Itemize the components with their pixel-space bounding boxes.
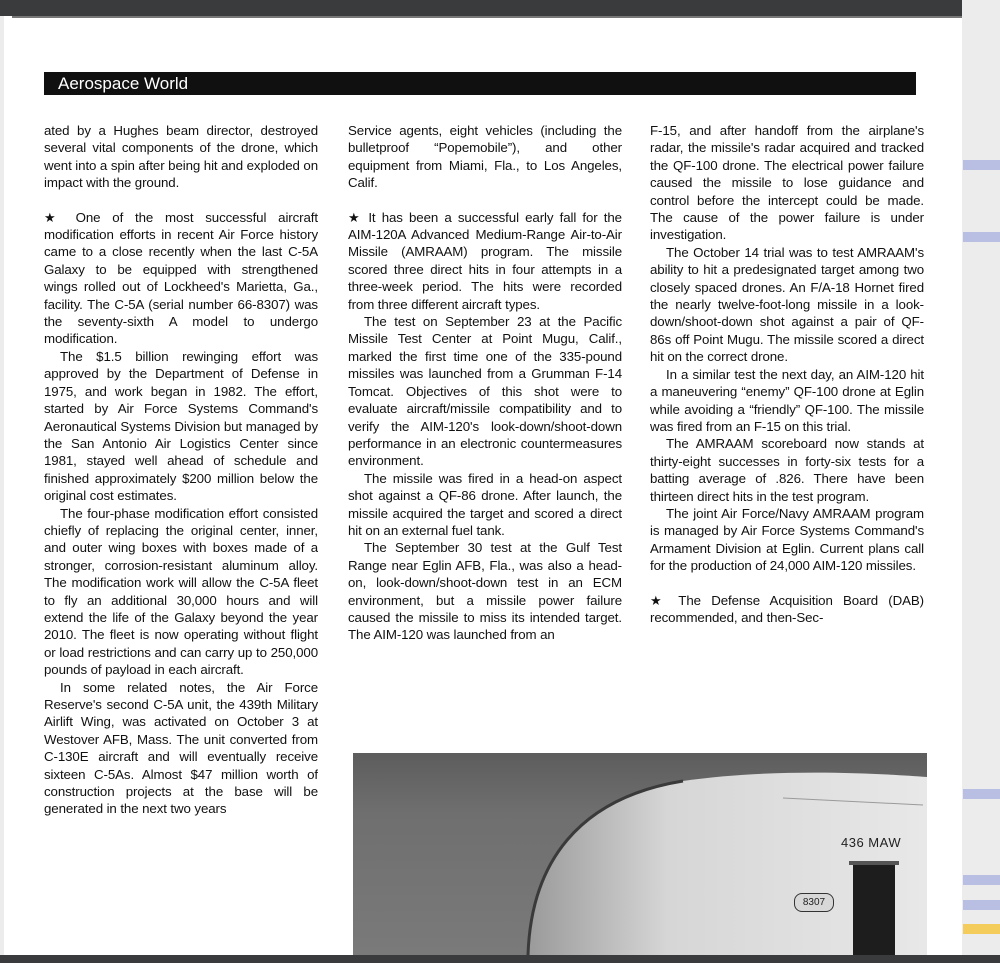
paragraph: F-15, and after handoff from the airplane's radar, the missile's radar acquired and tracked the QF-100 drone. The electrical power failure caused the missile to lose guidance and control before the intercept could be made. The cause of the power failure is under investigation. — [650, 123, 924, 243]
thumbnail-marker-active[interactable] — [963, 924, 1000, 934]
paragraph: In a similar test the next day, an AIM-120 hit a maneuvering “enemy” QF-100 drone at Eglin while avoiding a “friendly” QF-100. The missile was fired from an F-15 on this trial. — [650, 366, 924, 434]
text-column-2 — [348, 122, 622, 644]
thumbnail-marker[interactable] — [963, 875, 1000, 885]
paragraph: One of the most successful aircraft modification efforts in recent Air Force history came to a close recently when the last C-5A Galaxy to be equipped with strengthened wings rolled out of Lockheed's Marietta, Ga., facility. The C-5A (serial number 66-8307) was the seventy-sixth A model to undergo modification. — [44, 209, 318, 347]
thumbnail-marker[interactable] — [963, 232, 1000, 242]
paragraph: The AMRAAM scoreboard now stands at thirty-eight successes in forty-six tests for a batting average of .826. There have been thirteen direct hits in the test program. — [650, 436, 924, 504]
aircraft-photo — [353, 753, 927, 955]
paragraph: The September 30 test at the Gulf Test Range near Eglin AFB, Fla., was also a head-on, look-down/shoot-down test in an ECM environment, but a missile power failure caused the missile to miss its intended target. The AIM-120 was launched from an — [348, 540, 622, 643]
c5a-fuselage-illustration — [353, 753, 927, 955]
paragraph: The joint Air Force/Navy AMRAAM program is managed by Air Force Systems Command's Armament Division at Eglin. Current plans call for the production of 24,000 AIM-120 missiles. — [650, 505, 924, 574]
news-item — [650, 592, 924, 627]
paragraph: The four-phase modification effort consisted chiefly of replacing the original center, inner, and outer wing boxes with boxes made of a stronger, corrosion-resistant aluminum alloy. The modification work will allow the C-5A fleet to fly an additional 30,000 hours and will extend the life of the Galaxy beyond the year 2010. The fleet is now operating without flight or load restrictions and can carry up to 250,000 pounds of payload in each aircraft. — [44, 505, 318, 678]
thumbnail-marker[interactable] — [963, 789, 1000, 799]
paragraph: In some related notes, the Air Force Reserve's second C-5A unit, the 439th Military Airlift Wing, was activated on October 3 at Westover AFB, Mass. The unit converted from C-130E aircraft and will eventually receive sixteen C-5As. Almost $47 million worth of construction projects at the base will be generated in the next two years — [44, 679, 318, 817]
star-bullet-icon: ★ — [44, 209, 64, 225]
star-bullet-icon: ★ — [348, 209, 363, 225]
paragraph: The Defense Acquisition Board (DAB) recommended, and then-Sec- — [650, 592, 924, 625]
thumbnail-marker[interactable] — [963, 160, 1000, 170]
news-item — [44, 209, 318, 348]
text-column-1 — [44, 122, 318, 955]
text-column-3 — [650, 122, 924, 626]
page-top-rule — [12, 16, 962, 18]
section-title: Aerospace World — [44, 72, 916, 95]
paragraph: Service agents, eight vehicles (including the bulletproof “Popemobile”), and other equipment from Miami, Fla., to Los Angeles, Calif. — [348, 123, 622, 191]
paragraph: The test on September 23 at the Pacific Missile Test Center at Point Mugu, Calif., marked the first time one of the 335-pound missiles was launched from a Grumman F-14 Tomcat. Objectives of this shot were to evaluate aircraft/missile compatibility and to verify the AIM-120's look-down/shoot-down performance in an electronic countermeasures environment. — [348, 314, 622, 469]
viewer-top-bar — [0, 0, 962, 16]
thumbnail-marker[interactable] — [963, 900, 1000, 910]
magazine-page — [4, 16, 962, 955]
news-item — [348, 209, 622, 313]
paragraph: The October 14 trial was to test AMRAAM's ability to hit a predesignated target among two closely spaced drones. An F/A-18 Hornet fired the nearly twelve-foot-long missile in a look-down/shoot-down shot against a pair of QF-86s off Point Mugu. The missile scored a direct hit on the correct drone. — [650, 244, 924, 365]
paragraph: ated by a Hughes beam director, destroyed several vital components of the drone, which went into a spin after being hit and exploded on impact with the ground. — [44, 123, 318, 191]
tail-marking: 436 MAW — [841, 835, 902, 850]
viewer-bottom-bar — [0, 955, 1000, 963]
paragraph: It has been a successful early fall for the AIM-120A Advanced Medium-Range Air-to-Air Missile (AMRAAM) program. The missile scored three direct hits in four attempts in a three-week period. The hits were recorded from three different aircraft types. — [348, 209, 622, 312]
paragraph: The $1.5 billion rewinging effort was approved by the Department of Defense in 1975, and work began in 1982. The effort, started by Air Force Systems Command's Aeronautical Systems Division but managed by the San Antonio Air Logistics Center since 1981, stayed well ahead of schedule and finished approximately $200 million below the original cost estimates. — [44, 348, 318, 504]
serial-badge: 8307 — [794, 893, 834, 912]
star-bullet-icon: ★ — [650, 592, 669, 608]
paragraph: The missile was fired in a head-on aspect shot against a QF-86 drone. After launch, the missile acquired the target and scored a direct hit on an external fuel tank. — [348, 470, 622, 538]
